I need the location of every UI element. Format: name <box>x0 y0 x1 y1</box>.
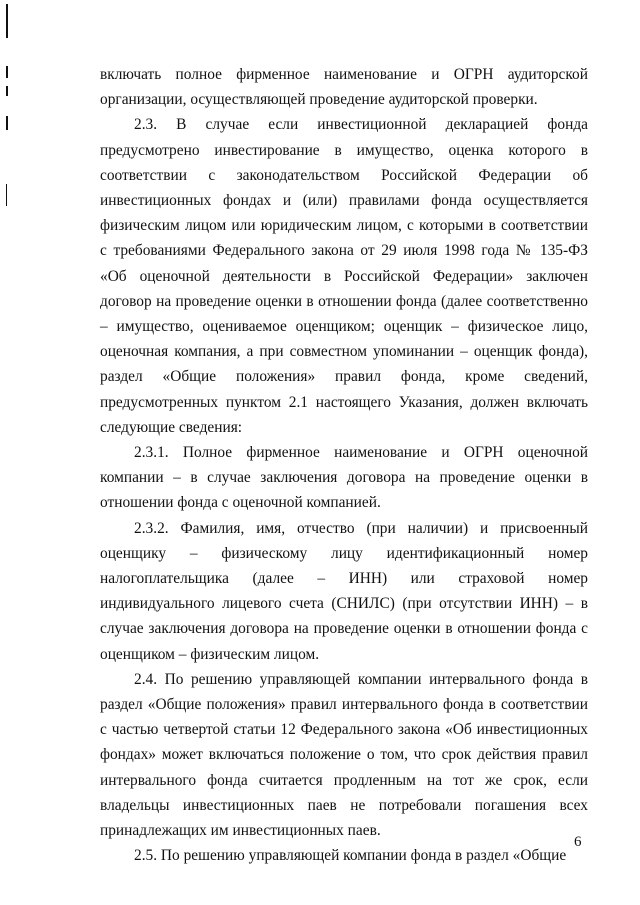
margin-mark <box>6 116 8 130</box>
margin-mark <box>6 184 7 206</box>
margin-mark <box>6 4 8 38</box>
paragraph-2-3: 2.3. В случае если инвестиционной декларацией фонда предусмотрено инвестирование в имущество, оценка которого в соответствии с законодательством Российской Федерации об инвестиционных фондах и (или) правилами фонда осуществляется физическим лицом или юридическим лицом, с которыми в соответствии с требованиями Федерального закона от 29 июля 1998 года № 135-ФЗ «Об оценочной деятельности в Российской Федерации» заключен договор на проведение оценки в отношении фонда (далее соответственно – имущество, оцениваемое оценщиком; оценщик – физическое лицо, оценочная компания, а при совместном упоминании – оценщик фонда), раздел «Общие положения» правил фонда, кроме сведений, предусмотренных пунктом 2.1 настоящего Указания, должен включать следующие сведения: <box>100 116 588 436</box>
document-body <box>100 62 588 869</box>
paragraph-2-3-2: 2.3.2. Фамилия, имя, отчество (при наличии) и присвоенный оценщику – физическому лицу идентификационный номер налогоплательщика (далее – ИНН) или страховой номер индивидуального лицевого счета (СНИЛС) (при отсутствии ИНН) – в случае заключения договора на проведение оценки в отношении фонда с оценщиком – физическим лицом. <box>100 519 588 663</box>
margin-mark <box>6 66 8 78</box>
paragraph-2-5: 2.5. По решению управляющей компании фонда в раздел «Общие <box>134 847 567 865</box>
paragraph-2-3-1: 2.3.1. Полное фирменное наименование и ОГРН оценочной компании – в случае заключения договора на проведение оценки в отношении фонда с оценочной компанией. <box>100 444 588 512</box>
page-number: 6 <box>574 834 582 850</box>
margin-mark <box>6 86 8 96</box>
paragraph-continuation: включать полное фирменное наименование и ОГРН аудиторской организации, осуществляющей проведение аудиторской проверки. <box>100 66 588 109</box>
paragraph-2-4: 2.4. По решению управляющей компании интервального фонда в раздел «Общие положения» правил интервального фонда в соответствии с частью четвертой статьи 12 Федерального закона «Об инвестиционных фондах» может включаться положение о том, что срок действия правил интервального фонда считается продленным на тот же срок, если владельцы инвестиционных паев не потребовали погашения всех принадлежащих им инвестиционных паев. <box>100 670 588 840</box>
